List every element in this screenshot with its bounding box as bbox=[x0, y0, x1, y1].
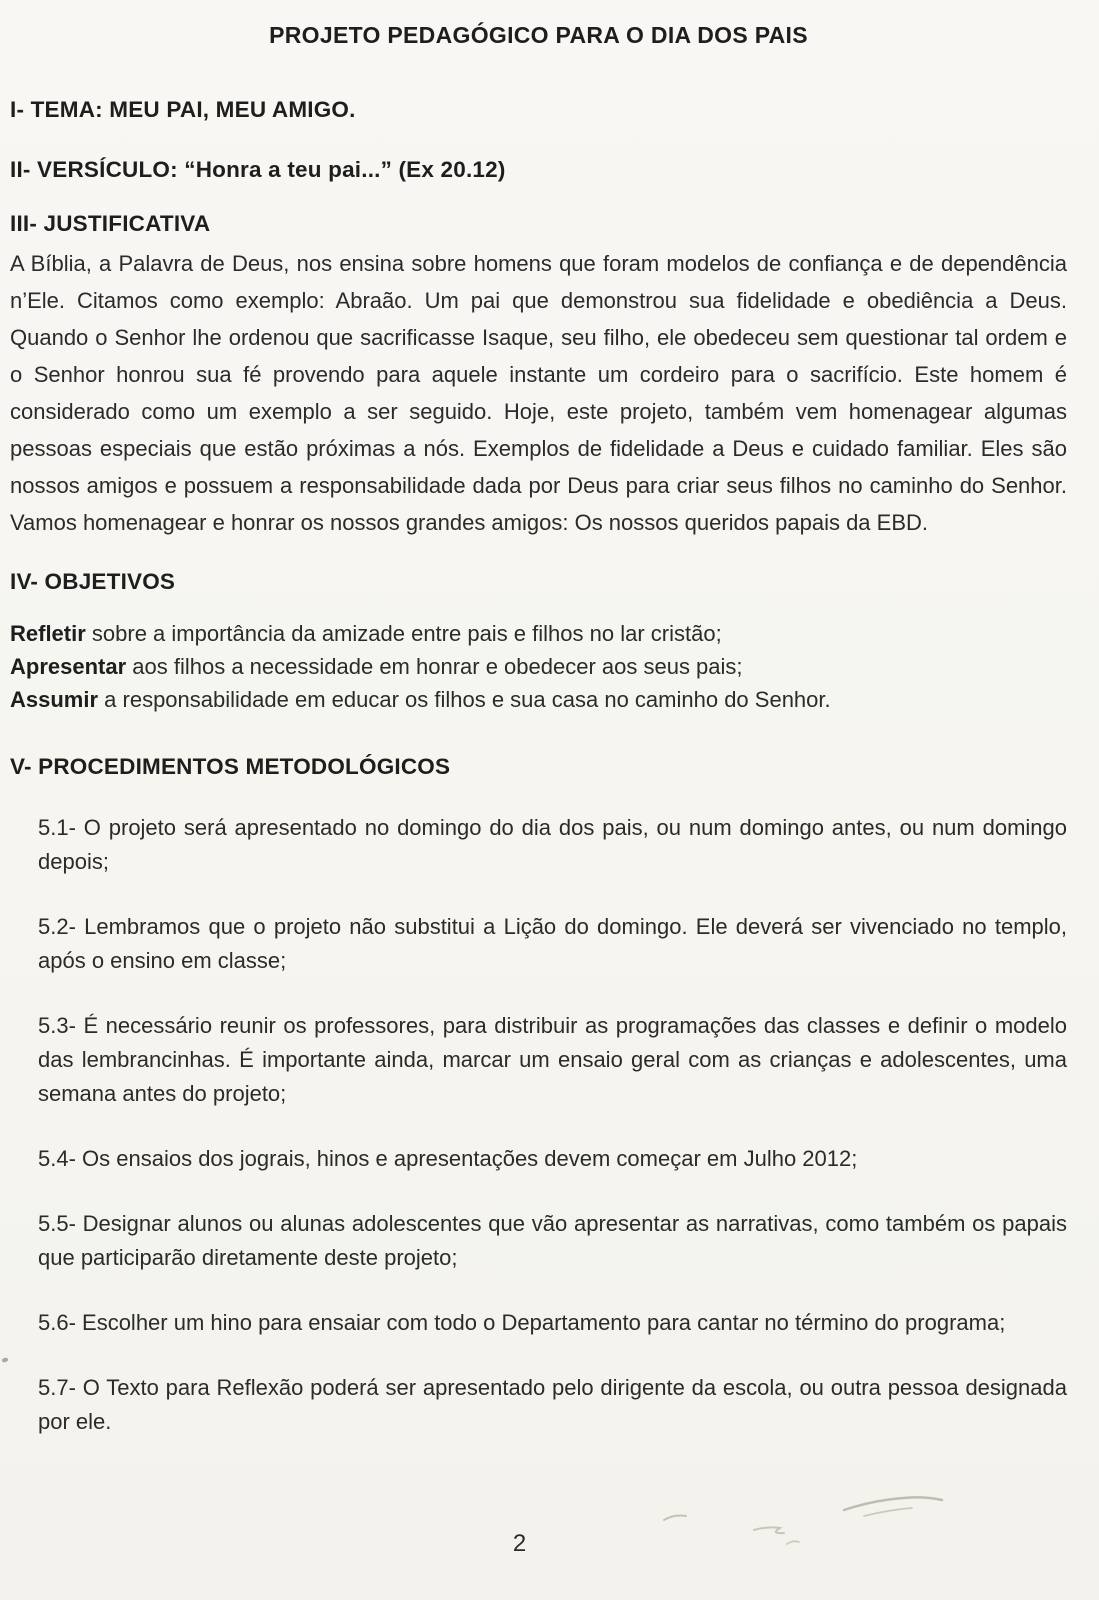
procedimento-item-5-5: 5.5- Designar alunos ou alunas adolescentes que vão apresentar as narrativas, como também os papais que participarão diretamente deste projeto; bbox=[38, 1211, 1067, 1270]
objetivo-lead: Refletir bbox=[10, 621, 86, 646]
procedimento-item-5-2: 5.2- Lembramos que o projeto não substitui a Lição do domingo. Ele deverá ser vivenciado no templo, após o ensino em classe; bbox=[38, 914, 1067, 973]
document-title: PROJETO PEDAGÓGICO PARA O DIA DOS PAIS bbox=[269, 22, 808, 48]
objetivo-lead: Assumir bbox=[10, 687, 99, 712]
justificativa-paragraph: A Bíblia, a Palavra de Deus, nos ensina sobre homens que foram modelos de confiança e de dependência n’Ele. Citamos como exemplo: Abraão. Um pai que demonstrou sua fidelidade e obediência a Deus. Quando o Senhor lhe ordenou que sacrificasse Isaque, seu filho, ele obedeceu sem questionar tal ordem e o Senhor honrou sua fé provendo para aquele instante um cordeiro para o sacrifício. Este homem é considerado como um exemplo a ser seguido. Hoje, este projeto, também vem homenagear algumas pessoas especiais que estão próximas a nós. Exemplos de fidelidade a Deus e cuidado familiar. Eles são nossos amigos e possuem a responsabilidade dada por Deus para criar seus filhos no caminho do Senhor. Vamos homenagear e honrar os nossos grandes amigos: Os nossos queridos papais da EBD. bbox=[10, 251, 1067, 535]
procedimento-item-5-4: 5.4- Os ensaios dos jograis, hinos e apresentações devem começar em Julho 2012; bbox=[38, 1146, 858, 1171]
section-procedimentos-heading: V- PROCEDIMENTOS METODOLÓGICOS bbox=[10, 754, 451, 779]
objetivo-text: aos filhos a necessidade em honrar e obedecer aos seus pais; bbox=[126, 654, 743, 679]
procedimento-item-5-3: 5.3- É necessário reunir os professores, para distribuir as programações das classes e definir o modelo das lembrancinhas. É importante ainda, marcar um ensaio geral com as crianças e adolescentes, uma semana antes do projeto; bbox=[38, 1013, 1067, 1106]
section-tema-heading: I- TEMA: MEU PAI, MEU AMIGO. bbox=[10, 97, 356, 122]
page-number: 2 bbox=[512, 1530, 527, 1557]
objetivos-list bbox=[10, 617, 1067, 716]
objetivo-text: sobre a importância da amizade entre pais e filhos no lar cristão; bbox=[85, 621, 722, 646]
section-versiculo-heading: II- VERSÍCULO: “Honra a teu pai...” (Ex 20.12) bbox=[10, 157, 506, 182]
procedimento-item-5-7: 5.7- O Texto para Reflexão poderá ser apresentado pelo dirigente da escola, ou outra pessoa designada por ele. bbox=[38, 1375, 1067, 1434]
section-objetivos-heading: IV- OBJETIVOS bbox=[10, 569, 176, 594]
procedimento-item-5-1: 5.1- O projeto será apresentado no domingo do dia dos pais, ou num domingo antes, ou num domingo depois; bbox=[38, 815, 1067, 874]
objetivo-lead: Apresentar bbox=[10, 654, 127, 679]
objetivo-text: a responsabilidade em educar os filhos e sua casa no caminho do Senhor. bbox=[98, 687, 831, 712]
objetivo-item-refletir bbox=[10, 617, 1067, 650]
objetivo-item-apresentar bbox=[10, 650, 1067, 683]
procedimentos-list bbox=[38, 811, 1067, 1439]
objetivo-item-assumir bbox=[10, 683, 1067, 716]
procedimento-item-5-6: 5.6- Escolher um hino para ensaiar com todo o Departamento para cantar no término do programa; bbox=[38, 1310, 1006, 1335]
stray-pencil-mark bbox=[1, 1357, 8, 1363]
section-justificativa-heading: III- JUSTIFICATIVA bbox=[10, 211, 211, 236]
